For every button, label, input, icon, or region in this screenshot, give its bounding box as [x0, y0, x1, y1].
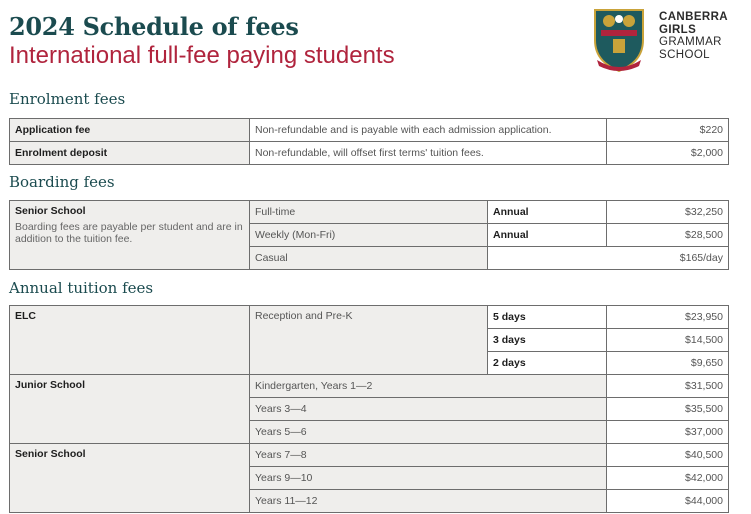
- tuition-fees-table: [9, 305, 729, 513]
- fee-description: Years 3—4: [250, 398, 607, 421]
- table-row: [10, 444, 729, 467]
- fee-amount: $32,250: [607, 201, 729, 224]
- page-title: 2024 Schedule of fees: [9, 12, 299, 41]
- fee-amount: $14,500: [607, 329, 729, 352]
- fee-description: Years 7—8: [250, 444, 607, 467]
- school-name-line: GRAMMAR: [659, 36, 722, 48]
- table-row: [10, 119, 729, 142]
- school-name: [659, 11, 728, 61]
- boarding-fees-table: [9, 200, 729, 270]
- group-label: ELC: [10, 306, 250, 375]
- fee-description: Reception and Pre-K: [250, 306, 488, 375]
- fee-amount: $23,950: [607, 306, 729, 329]
- fee-description: Years 9—10: [250, 467, 607, 490]
- fee-days: 3 days: [488, 329, 607, 352]
- school-crest-logo: [593, 6, 645, 72]
- fee-description: Weekly (Mon-Fri): [250, 224, 488, 247]
- fee-period: Annual: [488, 201, 607, 224]
- fee-period: Annual: [488, 224, 607, 247]
- fee-label: Application fee: [10, 119, 250, 142]
- fee-amount: $44,000: [607, 490, 729, 513]
- fee-amount: $28,500: [607, 224, 729, 247]
- group-label: Junior School: [10, 375, 250, 444]
- fee-description: Full-time: [250, 201, 488, 224]
- boarding-group-cell: [10, 201, 250, 270]
- fee-amount: $35,500: [607, 398, 729, 421]
- table-row: [10, 201, 729, 224]
- fee-days: 2 days: [488, 352, 607, 375]
- fee-description: Non-refundable, will offset first terms' tuition fees.: [250, 142, 607, 165]
- section-heading-enrolment: Enrolment fees: [9, 90, 126, 108]
- fee-amount: $2,000: [607, 142, 729, 165]
- fee-amount: $40,500: [607, 444, 729, 467]
- fee-amount: $165/day: [488, 247, 729, 270]
- school-name-line: CANBERRA: [659, 11, 729, 23]
- page-subtitle: International full-fee paying students: [9, 42, 395, 69]
- fee-label: Enrolment deposit: [10, 142, 250, 165]
- enrolment-fees-table: [9, 118, 729, 165]
- fee-amount: $37,000: [607, 421, 729, 444]
- fee-days: 5 days: [488, 306, 607, 329]
- group-label: Senior School: [15, 205, 86, 217]
- fee-description: Kindergarten, Years 1—2: [250, 375, 607, 398]
- fee-description: Casual: [250, 247, 488, 270]
- section-heading-boarding: Boarding fees: [9, 173, 115, 191]
- fee-description: Years 5—6: [250, 421, 607, 444]
- fee-description: Non-refundable and is payable with each admission application.: [250, 119, 607, 142]
- fee-amount: $42,000: [607, 467, 729, 490]
- school-name-line: SCHOOL: [659, 48, 710, 61]
- table-row: [10, 375, 729, 398]
- fee-amount: $9,650: [607, 352, 729, 375]
- school-name-line: GIRLS: [659, 23, 697, 36]
- boarding-note: Boarding fees are payable per student and are in addition to the tuition fee.: [15, 221, 243, 245]
- group-label: Senior School: [10, 444, 250, 513]
- table-row: [10, 306, 729, 329]
- fee-description: Years 11—12: [250, 490, 607, 513]
- section-heading-tuition: Annual tuition fees: [9, 279, 154, 297]
- table-row: [10, 142, 729, 165]
- fee-amount: $220: [607, 119, 729, 142]
- fee-amount: $31,500: [607, 375, 729, 398]
